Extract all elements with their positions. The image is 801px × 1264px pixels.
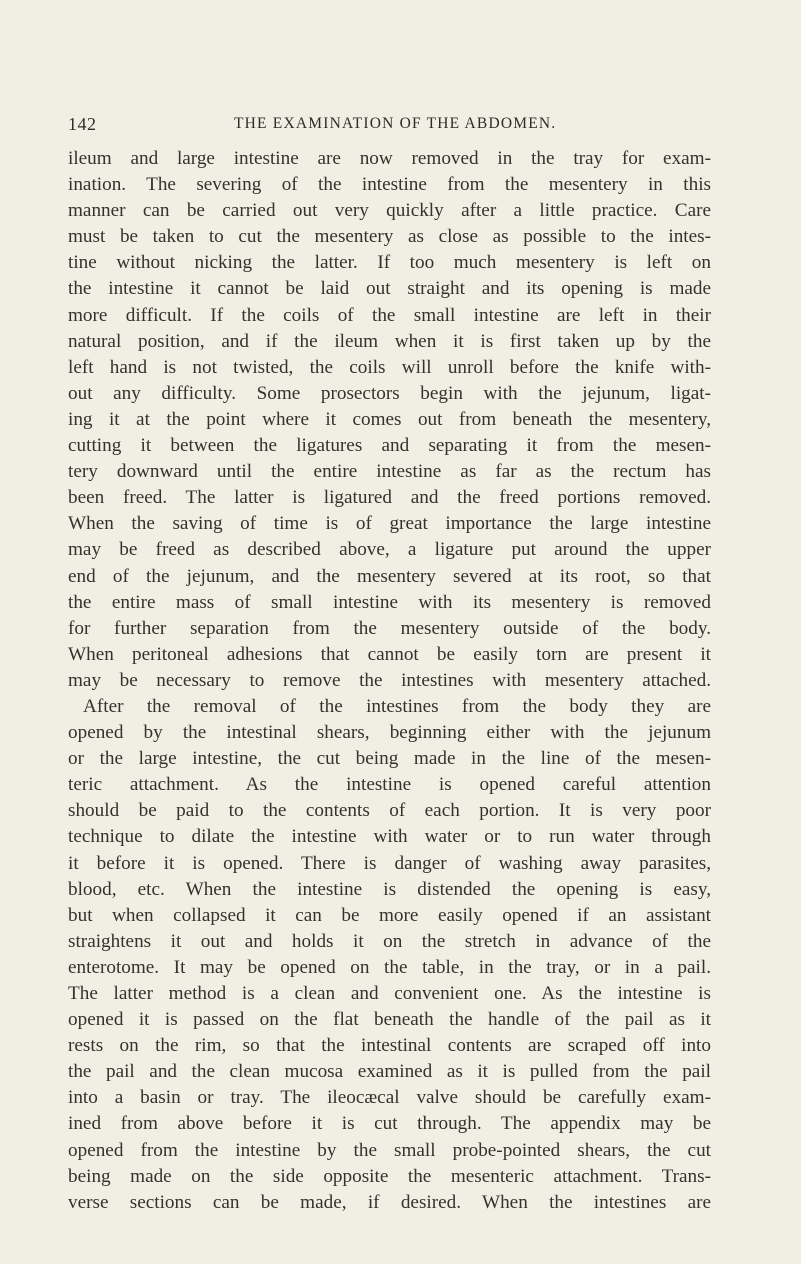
text-line: After the removal of the intestines from the body they are (83, 695, 711, 717)
text-line: straightens it out and holds it on the stretch in advance of the (68, 930, 711, 952)
body-text (68, 146, 711, 1216)
text-line: may be freed as described above, a ligature put around the upper (68, 539, 711, 561)
text-line: natural position, and if the ileum when it is first taken up by the (68, 330, 711, 352)
text-line: The latter method is a clean and convenient one. As the intestine is (68, 983, 711, 1004)
text-line: When peritoneal adhesions that cannot be easily torn are present it (68, 643, 711, 665)
text-line: cutting it between the ligatures and separating it from the mesen- (68, 435, 711, 457)
text-line: ing it at the point where it comes out from beneath the mesentery, (68, 408, 711, 430)
text-line: being made on the side opposite the mesenteric attachment. Trans- (68, 1165, 711, 1187)
text-line: enterotome. It may be opened on the table, in the tray, or in a pail. (68, 956, 711, 978)
text-line: end of the jejunum, and the mesentery severed at its root, so that (68, 565, 711, 587)
text-line: ileum and large intestine are now removed in the tray for exam- (68, 148, 711, 169)
text-line: blood, etc. When the intestine is distended the opening is easy, (68, 878, 711, 900)
text-line: tery downward until the entire intestine as far as the rectum has (68, 461, 711, 483)
text-line: more difficult. If the coils of the small intestine are left in their (68, 304, 711, 326)
text-line: should be paid to the contents of each portion. It is very poor (68, 800, 711, 822)
running-head (68, 114, 708, 138)
text-line: the pail and the clean mucosa examined as it is pulled from the pail (68, 1061, 711, 1083)
text-line: or the large intestine, the cut being made in the line of the mesen- (68, 748, 711, 770)
text-line: the entire mass of small intestine with its mesentery is removed (68, 591, 711, 613)
text-line: ined from above before it is cut through. The appendix may be (68, 1113, 711, 1135)
text-line: must be taken to cut the mesentery as close as possible to the intes- (68, 226, 711, 248)
text-line: the intestine it cannot be laid out straight and its opening is made (68, 278, 711, 300)
text-line: opened from the intestine by the small probe-pointed shears, the cut (68, 1139, 711, 1161)
text-line: been freed. The latter is ligatured and the freed portions removed. (68, 487, 711, 509)
text-line: verse sections can be made, if desired. When the intestines are (68, 1191, 711, 1213)
text-line: but when collapsed it can be more easily opened if an assistant (68, 904, 711, 926)
text-line: it before it is opened. There is danger of washing away parasites, (68, 852, 711, 874)
text-line: When the saving of time is of great importance the large intestine (68, 513, 711, 535)
text-line: opened it is passed on the flat beneath the handle of the pail as it (68, 1009, 711, 1031)
text-line: may be necessary to remove the intestines with mesentery attached. (68, 669, 711, 691)
text-line: rests on the rim, so that the intestinal contents are scraped off into (68, 1035, 711, 1057)
text-line: ination. The severing of the intestine from the mesentery in this (68, 174, 711, 196)
text-line: into a basin or tray. The ileocæcal valve should be carefully exam- (68, 1087, 711, 1109)
text-line: tine without nicking the latter. If too much mesentery is left on (68, 252, 711, 274)
text-line: for further separation from the mesentery outside of the body. (68, 617, 711, 639)
page-number: 142 (68, 114, 97, 134)
text-line: technique to dilate the intestine with water or to run water through (68, 826, 711, 848)
text-line: left hand is not twisted, the coils will unroll before the knife with- (68, 356, 711, 378)
text-line: manner can be carried out very quickly after a little practice. Care (68, 200, 711, 222)
running-title: THE EXAMINATION OF THE ABDOMEN. (234, 115, 557, 132)
text-line: opened by the intestinal shears, beginning either with the jejunum (68, 722, 711, 744)
text-line: out any difficulty. Some prosectors begin with the jejunum, ligat- (68, 382, 711, 404)
text-line: teric attachment. As the intestine is opened careful attention (68, 774, 711, 796)
